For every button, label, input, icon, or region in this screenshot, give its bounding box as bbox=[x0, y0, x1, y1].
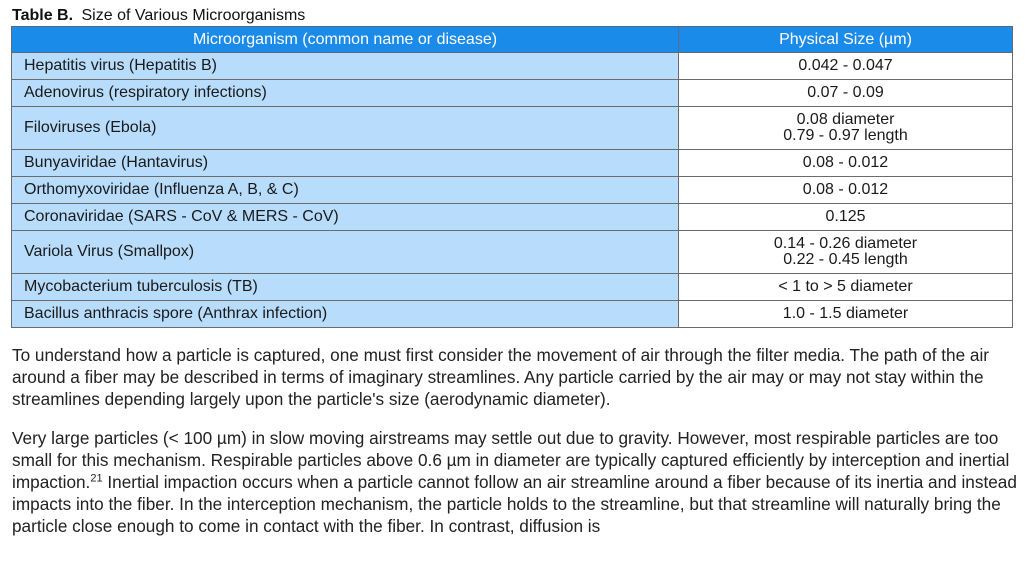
size-cell bbox=[679, 107, 1013, 150]
paragraph-text: Inertial impaction occurs when a particle cannot follow an air streamline around a fiber because of its inertia and instead impacts into the fiber. In the interception mechanism, the particle holds to the streamline, but that streamline will naturally bring the particle close enough to come in contact with the fiber. In contrast, diffusion is bbox=[12, 472, 1017, 536]
organism-cell: Filoviruses (Ebola) bbox=[12, 107, 679, 150]
table-row bbox=[12, 53, 1013, 80]
organism-cell: Bacillus anthracis spore (Anthrax infection) bbox=[12, 301, 679, 328]
organism-cell: Adenovirus (respiratory infections) bbox=[12, 80, 679, 107]
size-cell bbox=[679, 204, 1013, 231]
size-value: 0.79 - 0.97 length bbox=[783, 127, 908, 144]
size-cell bbox=[679, 177, 1013, 204]
organism-cell: Hepatitis virus (Hepatitis B) bbox=[12, 53, 679, 80]
body-text bbox=[12, 344, 1017, 537]
paragraph-capture-mechanisms bbox=[12, 427, 1017, 537]
table-row bbox=[12, 107, 1013, 150]
size-cell bbox=[679, 231, 1013, 274]
size-value: 0.08 diameter bbox=[796, 111, 895, 128]
header-microorganism: Microorganism (common name or disease) bbox=[12, 27, 679, 53]
organism-cell: Variola Virus (Smallpox) bbox=[12, 231, 679, 274]
table-row bbox=[12, 177, 1013, 204]
size-value: 0.08 - 0.012 bbox=[802, 154, 889, 171]
table-caption-label: Table B. bbox=[12, 7, 74, 24]
size-cell bbox=[679, 301, 1013, 328]
header-physical-size: Physical Size (µm) bbox=[679, 27, 1013, 53]
size-value: < 1 to > 5 diameter bbox=[778, 278, 913, 295]
organism-cell: Coronaviridae (SARS - CoV & MERS - CoV) bbox=[12, 204, 679, 231]
paragraph-airflow: To understand how a particle is captured, one must first consider the movement of air through the filter media. The path of the air around a fiber may be described in terms of imaginary streamlines. Any particle carried by the air may or may not stay within the streamlines depending largely upon the particle's size (aerodynamic diameter). bbox=[12, 345, 990, 409]
size-cell bbox=[679, 80, 1013, 107]
size-value: 0.042 - 0.047 bbox=[798, 57, 893, 74]
paragraph-text: Very large particles (< 100 µm) in slow moving airstreams may settle out due to gravity. However, most respirable particles are too small for this mechanism. Respirable particles above 0.6 µm in diameter are typically captured efficiently by interception and inertial impaction. bbox=[12, 428, 1010, 492]
size-cell bbox=[679, 150, 1013, 177]
size-value: 0.14 - 0.26 diameter bbox=[773, 235, 918, 252]
footnote-reference: 21 bbox=[90, 472, 103, 485]
organism-cell: Bunyaviridae (Hantavirus) bbox=[12, 150, 679, 177]
table-caption bbox=[12, 6, 1027, 26]
table-row bbox=[12, 301, 1013, 328]
table-row bbox=[12, 80, 1013, 107]
table-row bbox=[12, 150, 1013, 177]
table-header-row bbox=[12, 27, 1013, 53]
organism-cell: Orthomyxoviridae (Influenza A, B, & C) bbox=[12, 177, 679, 204]
microorganism-size-table bbox=[11, 26, 1013, 328]
size-value: 1.0 - 1.5 diameter bbox=[782, 305, 909, 322]
table-row bbox=[12, 204, 1013, 231]
size-value: 0.07 - 0.09 bbox=[807, 84, 884, 101]
table-caption-title: Size of Various Microorganisms bbox=[81, 7, 306, 24]
size-value: 0.08 - 0.012 bbox=[802, 181, 889, 198]
size-value: 0.125 bbox=[825, 208, 866, 225]
table-row bbox=[12, 274, 1013, 301]
size-cell bbox=[679, 274, 1013, 301]
size-cell bbox=[679, 53, 1013, 80]
size-value: 0.22 - 0.45 length bbox=[783, 251, 908, 268]
table-row bbox=[12, 231, 1013, 274]
organism-cell: Mycobacterium tuberculosis (TB) bbox=[12, 274, 679, 301]
